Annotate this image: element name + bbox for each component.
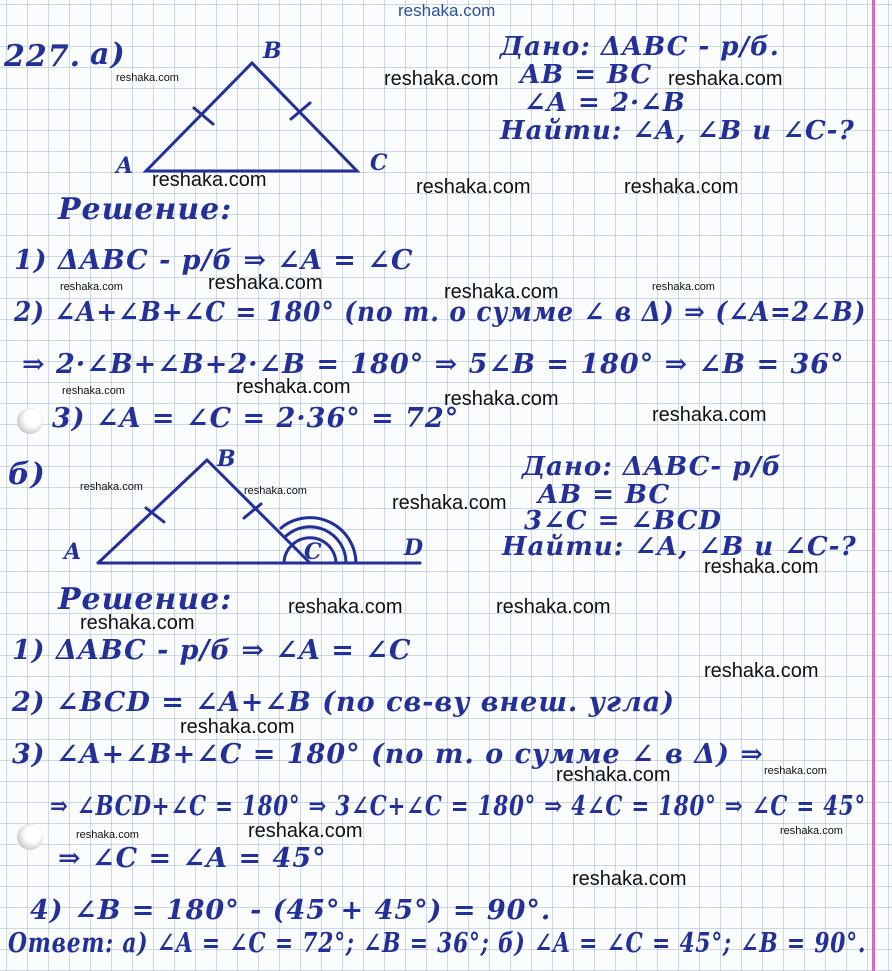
watermark: reshaka.com [652,281,715,293]
side-bc [207,460,310,563]
watermark: reshaka.com [392,492,507,514]
vertex-label-d: D [404,535,424,561]
given-heading: Дано: ΔABC- р/б [522,452,782,482]
watermark: reshaka.com [668,68,783,90]
solution-heading: Решение: [58,192,233,227]
vertex-label-b: B [263,38,282,64]
vertex-label-b: B [217,446,236,472]
watermark: reshaka.com [152,169,267,191]
given-line: AB = BC [520,60,653,90]
solution-step: 3) ∠A = ∠C = 2·36° = 72° [52,403,460,434]
vertex-label-a: A [64,539,82,565]
watermark: reshaka.com [704,556,819,578]
solution-heading: Решение: [58,582,233,617]
vertex-label-a: A [116,153,134,179]
given-heading: Дано: ΔABC - р/б. [500,32,780,62]
watermark: reshaka.com [624,176,739,198]
solution-step: ⇒ 2·∠B+∠B+2·∠B = 180° ⇒ 5∠B = 180° ⇒ ∠B = 36° [22,349,845,380]
watermark: reshaka.com [384,68,499,90]
watermark: reshaka.com [180,716,295,738]
watermark: reshaka.com [62,385,125,397]
watermark: reshaka.com [652,404,767,426]
watermark: reshaka.com [556,764,671,786]
solution-step: 1) ΔABC - р/б ⇒ ∠A = ∠C [12,635,412,666]
given-line: 3∠C = ∠BCD [524,506,722,536]
watermark: reshaka.com [244,485,307,497]
watermark: reshaka.com [496,596,611,618]
watermark: reshaka.com [398,1,496,20]
watermark: reshaka.com [80,481,143,493]
angle-arc-c [284,545,292,563]
watermark: reshaka.com [288,596,403,618]
vertex-label-c: C [370,150,388,176]
watermark: reshaka.com [416,176,531,198]
solution-step: 1) ΔABC - р/б ⇒ ∠A = ∠C [14,245,414,276]
watermark: reshaka.com [780,825,843,837]
part-b-label: б) [8,457,46,492]
part-a-label: а) [90,37,126,72]
watermark: reshaka.com [236,376,351,398]
solution-step: ⇒ ∠C = ∠A = 45° [58,843,327,874]
problem-number: 227. [4,39,82,74]
vertex-label-c: C [304,539,322,565]
watermark: reshaka.com [704,660,819,682]
find-line: Найти: ∠A, ∠B и ∠C-? [502,532,857,562]
answer-line: Ответ: а) ∠A = ∠C = 72°; ∠B = 36°; б) ∠A = ∠C = 45°; ∠B = 90°. [8,928,867,959]
watermark: reshaka.com [116,72,179,84]
watermark: reshaka.com [208,272,323,294]
find-line: Найти: ∠A, ∠B и ∠C-? [500,116,855,146]
watermark: reshaka.com [444,388,559,410]
solution-step: 2) ∠BCD = ∠A+∠B (по св-ву внеш. угла) [12,687,676,718]
solution-step: 3) ∠A+∠B+∠C = 180° (по т. о сумме ∠ в Δ) ⇒ [12,739,765,770]
given-line: AB = BC [538,480,671,510]
watermark: reshaka.com [60,281,123,293]
watermark: reshaka.com [572,868,687,890]
solution-step: 2) ∠A+∠B+∠C = 180° (по т. о сумме ∠ в Δ) ⇒ (∠A=2∠B) [14,297,867,328]
watermark: reshaka.com [444,281,559,303]
solution-step: ⇒ ∠BCD+∠C = 180° ⇒ 3∠C+∠C = 180° ⇒ 4∠C = 180° ⇒ ∠C = 45° [50,791,866,822]
given-line: ∠A = 2·∠B [524,88,686,118]
watermark: reshaka.com [764,765,827,777]
watermark: reshaka.com [76,829,139,841]
watermark: reshaka.com [80,612,195,634]
solution-step: 4) ∠B = 180° - (45°+ 45°) = 90°. [30,895,552,926]
watermark: reshaka.com [248,820,363,842]
